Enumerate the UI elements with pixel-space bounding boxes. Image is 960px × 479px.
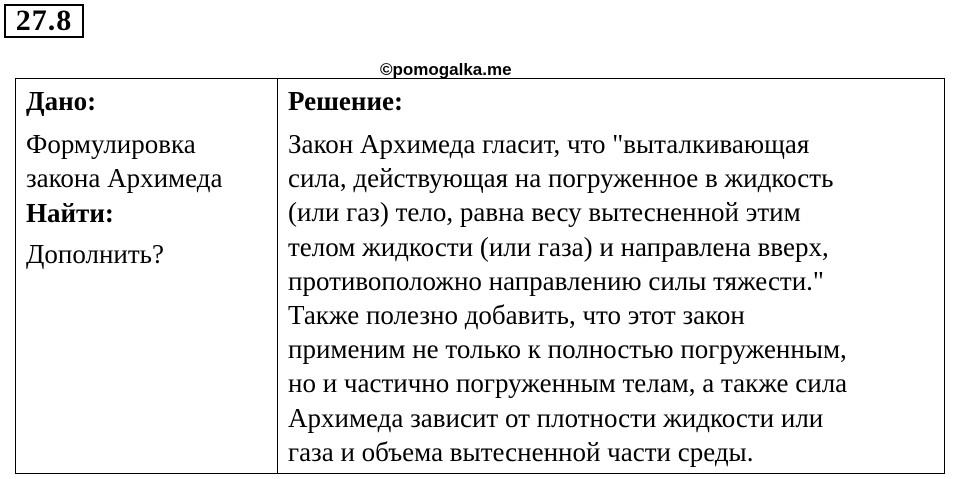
watermark: ©pomogalka.me — [380, 60, 512, 79]
solution-line: но и частично погруженным телам, а также сила — [288, 368, 848, 399]
solution-line: Архимеда зависит от плотности жидкости или — [288, 402, 824, 433]
solution-line: применим не только к полностью погруженным, — [288, 334, 847, 365]
solution-line: газа и объема вытесненной части среды. — [288, 436, 754, 467]
given-line: закона Архимеда — [26, 163, 223, 193]
find-text: Дополнить? — [26, 239, 164, 269]
solution-line: Закон Архимеда гласит, что "выталкивающая — [288, 129, 810, 159]
solution-heading: Решение: — [288, 86, 403, 116]
find-heading: Найти: — [26, 198, 114, 228]
solution-line: телом жидкости (или газа) и направлена вверх, — [288, 231, 829, 262]
solution-line: сила, действующая на погруженное в жидкость — [288, 163, 834, 194]
solution-line: противоположно направлению силы тяжести." — [288, 265, 824, 296]
given-heading: Дано: — [26, 86, 97, 116]
given-column — [16, 79, 278, 473]
given-text — [26, 127, 277, 195]
solution-line: (или газ) тело, равна весу вытесненной этим — [288, 197, 801, 228]
solution-table — [15, 78, 945, 474]
given-line: Формулировка — [26, 129, 196, 159]
solution-line: Также полезно добавить, что этот закон — [288, 300, 745, 331]
solution-column — [278, 79, 944, 473]
problem-number: 27.8 — [4, 4, 84, 38]
solution-text — [288, 127, 944, 469]
